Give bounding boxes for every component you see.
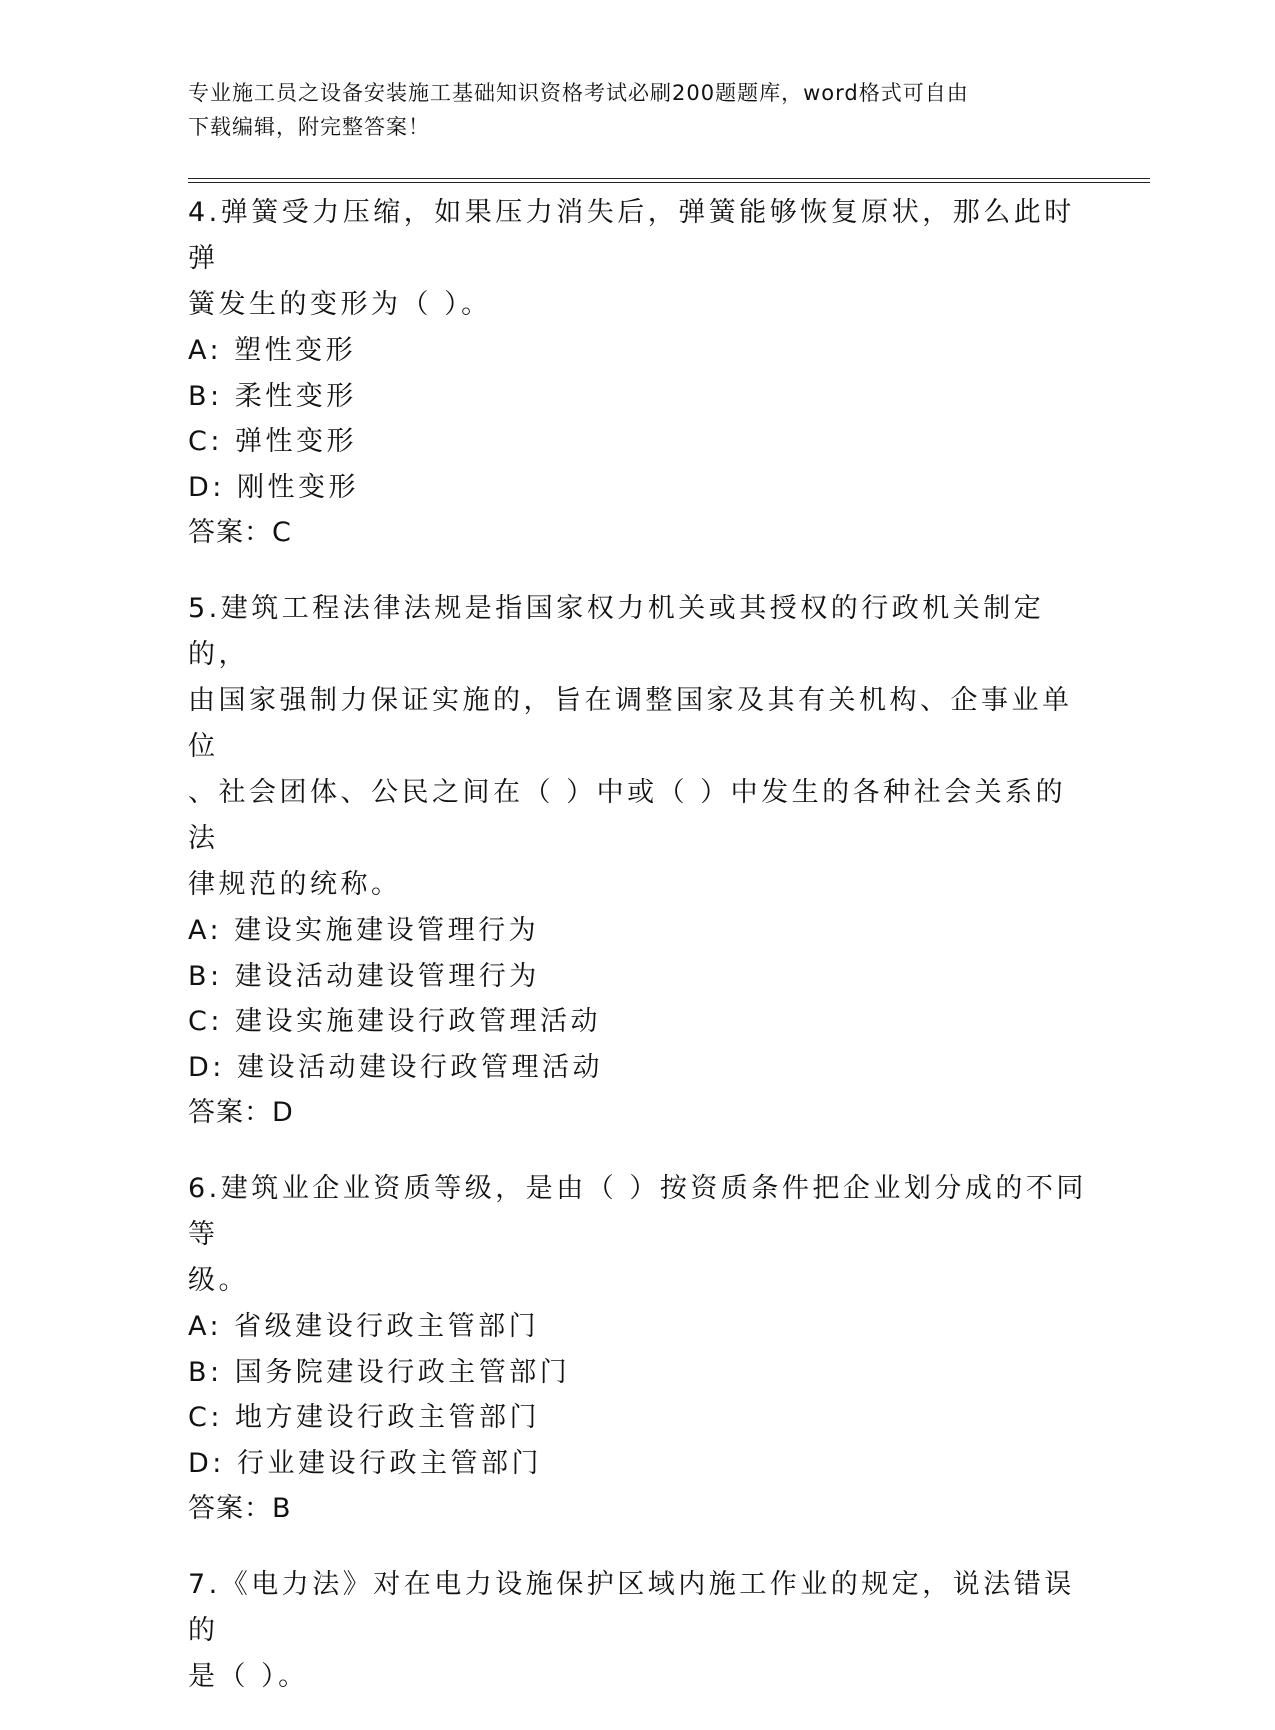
document-header — [188, 76, 1068, 144]
header-divider — [188, 178, 1150, 183]
option-a: A: 省级建设行政主管部门 — [188, 1311, 540, 1342]
answer-line: 答案：C — [188, 517, 292, 548]
question-stem-line: 6.建筑业企业资质等级，是由（ ）按资质条件把企业划分成的不同等 — [188, 1173, 1087, 1250]
header-line-2: 下载编辑，附完整答案！ — [188, 115, 430, 139]
question-4 — [188, 190, 1088, 556]
question-7 — [188, 1562, 1088, 1700]
question-5 — [188, 586, 1088, 1136]
option-c: C: 建设实施建设行政管理活动 — [188, 1006, 602, 1037]
option-c: C: 弹性变形 — [188, 426, 358, 457]
question-stem-line: 5.建筑工程法律法规是指国家权力机关或其授权的行政机关制定的， — [188, 593, 1045, 670]
option-d: D: 建设活动建设行政管理活动 — [188, 1051, 603, 1083]
header-line-1: 专业施工员之设备安装施工基础知识资格考试必刷200题题库，word格式可自由 — [188, 81, 969, 105]
option-c: C: 地方建设行政主管部门 — [188, 1402, 541, 1433]
question-stem-line: 级。 — [188, 1265, 249, 1296]
question-6 — [188, 1166, 1088, 1532]
question-stem-line: 、社会团体、公民之间在（ ）中或（ ）中发生的各种社会关系的法 — [188, 777, 1067, 854]
question-stem-line: 律规范的统称。 — [188, 869, 402, 900]
option-b: B: 柔性变形 — [188, 380, 357, 412]
question-stem-line: 簧发生的变形为（ ）。 — [188, 289, 492, 320]
option-b: B: 国务院建设行政主管部门 — [188, 1356, 571, 1388]
answer-line: 答案：D — [188, 1097, 294, 1128]
question-stem-line: 4.弹簧受力压缩，如果压力消失后，弹簧能够恢复原状，那么此时弹 — [188, 197, 1075, 274]
answer-line: 答案：B — [188, 1493, 292, 1524]
document-body — [188, 190, 1088, 1730]
question-stem-line: 由国家强制力保证实施的，旨在调整国家及其有关机构、企事业单位 — [188, 685, 1073, 762]
option-d: D: 行业建设行政主管部门 — [188, 1447, 542, 1479]
option-d: D: 刚性变形 — [188, 471, 359, 503]
question-stem-line: 是（ ）。 — [188, 1661, 309, 1692]
option-a: A: 塑性变形 — [188, 335, 357, 366]
option-b: B: 建设活动建设管理行为 — [188, 960, 540, 992]
option-a: A: 建设实施建设管理行为 — [188, 915, 540, 946]
question-stem-line: 7.《电力法》对在电力设施保护区域内施工作业的规定，说法错误的 — [188, 1569, 1075, 1646]
